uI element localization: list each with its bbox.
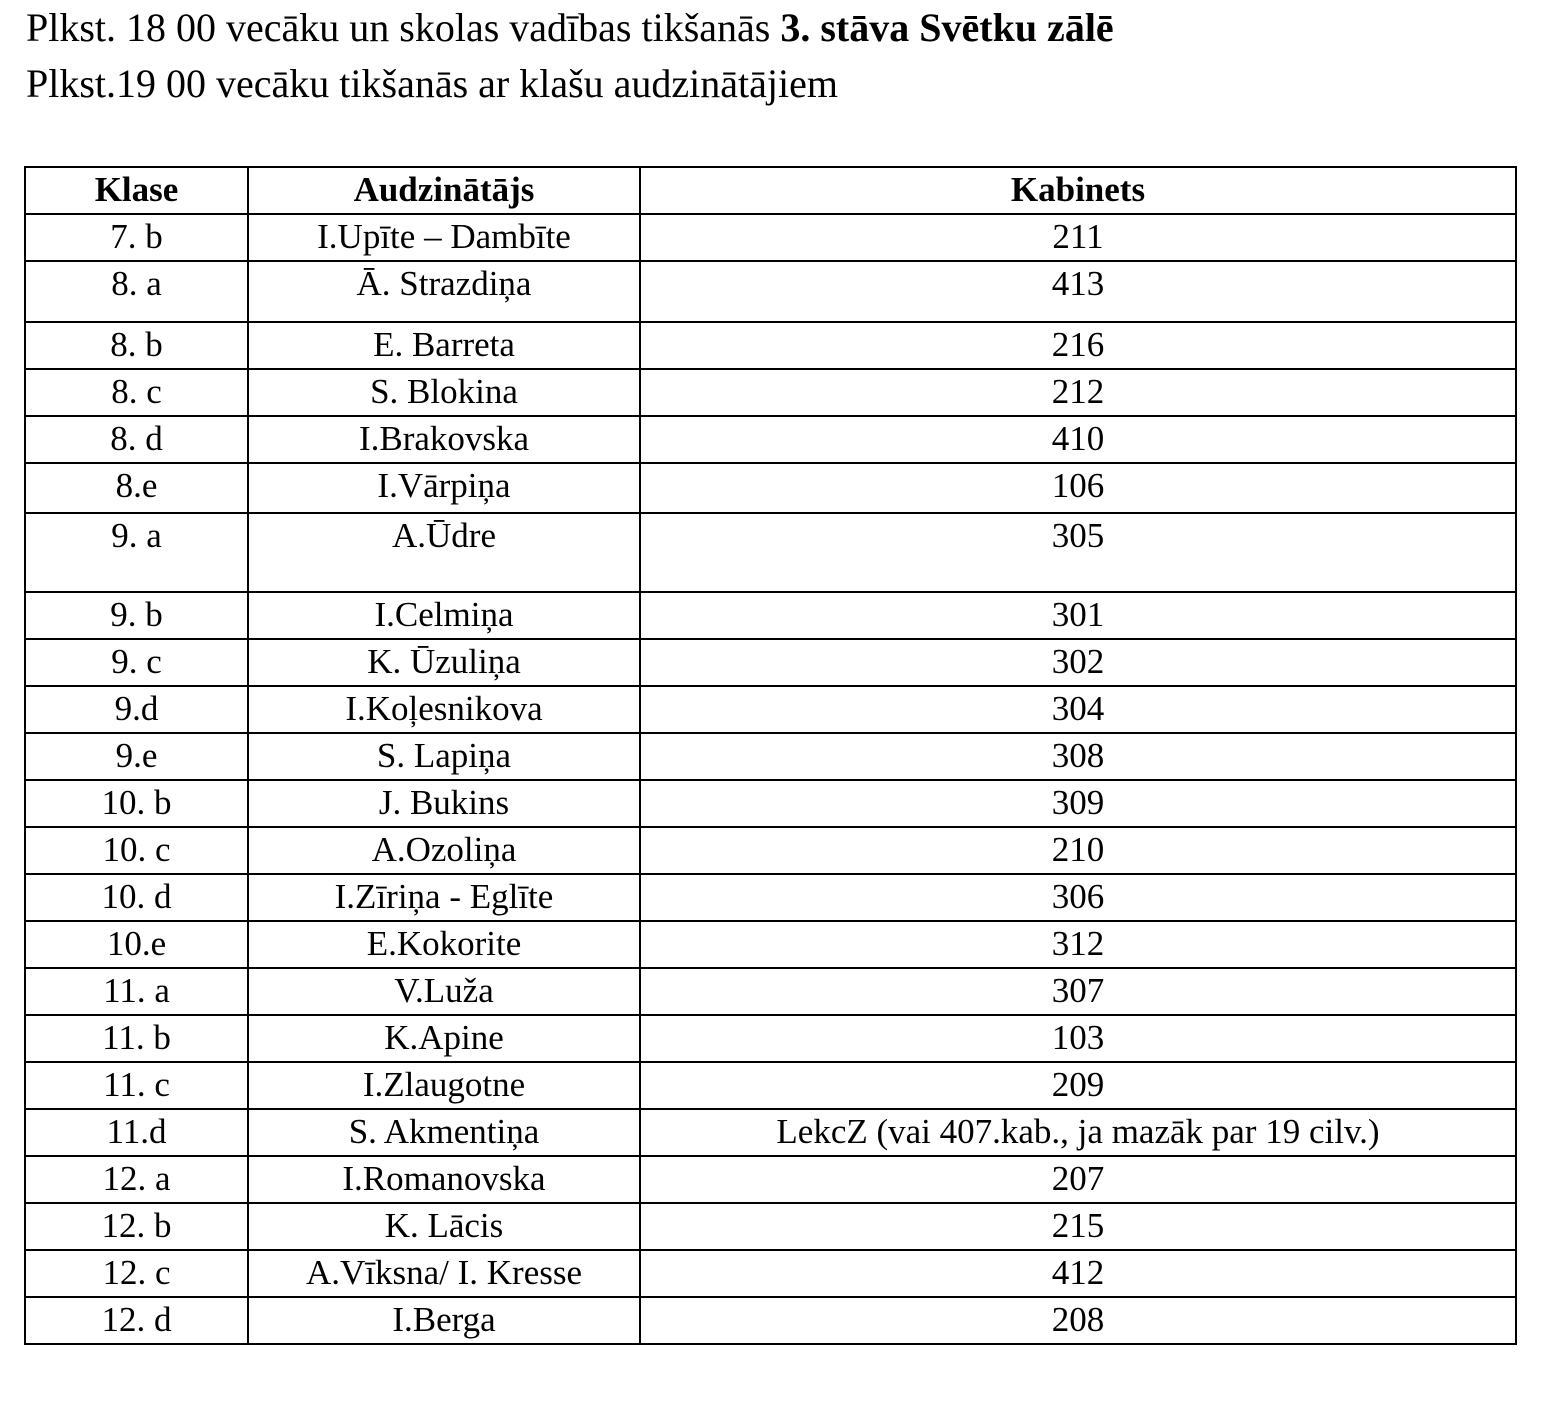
cell-audzinatajs: I.Celmiņa xyxy=(248,592,640,639)
table-row xyxy=(25,1015,1516,1062)
cell-klase: 9. a xyxy=(25,513,248,592)
table-header-row xyxy=(25,167,1516,214)
cell-kabinets: 413 xyxy=(640,261,1516,322)
cell-audzinatajs: S. Blokina xyxy=(248,369,640,416)
cell-klase: 10.e xyxy=(25,921,248,968)
cell-kabinets: 209 xyxy=(640,1062,1516,1109)
cell-kabinets: 103 xyxy=(640,1015,1516,1062)
cell-kabinets: 212 xyxy=(640,369,1516,416)
cell-klase: 9. b xyxy=(25,592,248,639)
cell-klase: 8.e xyxy=(25,463,248,513)
header-klase: Klase xyxy=(25,167,248,214)
cell-klase: 11. b xyxy=(25,1015,248,1062)
cell-audzinatajs: I.Zīriņa - Eglīte xyxy=(248,874,640,921)
header-kabinets: Kabinets xyxy=(640,167,1516,214)
table-row xyxy=(25,733,1516,780)
cell-kabinets: 312 xyxy=(640,921,1516,968)
table-row xyxy=(25,513,1516,592)
cell-klase: 12. b xyxy=(25,1203,248,1250)
meeting-line-1 xyxy=(26,4,1114,52)
table-row xyxy=(25,592,1516,639)
cell-audzinatajs: I.Zlaugotne xyxy=(248,1062,640,1109)
table-row xyxy=(25,1203,1516,1250)
class-teacher-table xyxy=(24,166,1517,1345)
table-row xyxy=(25,261,1516,322)
cell-klase: 8. d xyxy=(25,416,248,463)
cell-klase: 11. a xyxy=(25,968,248,1015)
cell-klase: 9.e xyxy=(25,733,248,780)
cell-audzinatajs: Ā. Strazdiņa xyxy=(248,261,640,322)
cell-audzinatajs: V.Luža xyxy=(248,968,640,1015)
cell-kabinets: 216 xyxy=(640,322,1516,369)
cell-audzinatajs: E. Barreta xyxy=(248,322,640,369)
table-row xyxy=(25,463,1516,513)
table-row xyxy=(25,639,1516,686)
table-row xyxy=(25,968,1516,1015)
cell-kabinets: 210 xyxy=(640,827,1516,874)
cell-audzinatajs: I.Romanovska xyxy=(248,1156,640,1203)
cell-klase: 10. c xyxy=(25,827,248,874)
table-row xyxy=(25,780,1516,827)
cell-audzinatajs: I.Upīte – Dambīte xyxy=(248,214,640,261)
table-row xyxy=(25,686,1516,733)
cell-klase: 9. c xyxy=(25,639,248,686)
cell-kabinets: 305 xyxy=(640,513,1516,592)
cell-audzinatajs: K.Apine xyxy=(248,1015,640,1062)
cell-klase: 7. b xyxy=(25,214,248,261)
cell-kabinets: 307 xyxy=(640,968,1516,1015)
cell-kabinets: 308 xyxy=(640,733,1516,780)
cell-klase: 12. d xyxy=(25,1297,248,1344)
cell-kabinets: 302 xyxy=(640,639,1516,686)
cell-kabinets: 309 xyxy=(640,780,1516,827)
cell-klase: 12. c xyxy=(25,1250,248,1297)
cell-audzinatajs: S. Akmentiņa xyxy=(248,1109,640,1156)
cell-kabinets: 215 xyxy=(640,1203,1516,1250)
cell-audzinatajs: I.Brakovska xyxy=(248,416,640,463)
table-row xyxy=(25,1109,1516,1156)
table-row xyxy=(25,1156,1516,1203)
table-row xyxy=(25,322,1516,369)
cell-klase: 11. c xyxy=(25,1062,248,1109)
table-row xyxy=(25,1297,1516,1344)
cell-klase: 8. c xyxy=(25,369,248,416)
cell-klase: 12. a xyxy=(25,1156,248,1203)
cell-audzinatajs: I.Koļesnikova xyxy=(248,686,640,733)
table-row xyxy=(25,827,1516,874)
table-row xyxy=(25,921,1516,968)
cell-klase: 11.d xyxy=(25,1109,248,1156)
cell-audzinatajs: K. Lācis xyxy=(248,1203,640,1250)
meeting-line-1-text: Plkst. 18 00 vecāku un skolas vadības tikšanās xyxy=(26,5,781,50)
cell-kabinets: 304 xyxy=(640,686,1516,733)
cell-audzinatajs: I.Vārpiņa xyxy=(248,463,640,513)
cell-audzinatajs: S. Lapiņa xyxy=(248,733,640,780)
table-row xyxy=(25,214,1516,261)
cell-kabinets: 211 xyxy=(640,214,1516,261)
cell-audzinatajs: E.Kokorite xyxy=(248,921,640,968)
table-row xyxy=(25,874,1516,921)
cell-klase: 8. a xyxy=(25,261,248,322)
cell-audzinatajs: I.Berga xyxy=(248,1297,640,1344)
cell-klase: 8. b xyxy=(25,322,248,369)
cell-audzinatajs: A.Ūdre xyxy=(248,513,640,592)
cell-audzinatajs: A.Vīksna/ I. Kresse xyxy=(248,1250,640,1297)
cell-klase: 10. b xyxy=(25,780,248,827)
cell-audzinatajs: A.Ozoliņa xyxy=(248,827,640,874)
cell-klase: 9.d xyxy=(25,686,248,733)
cell-kabinets: LekcZ (vai 407.kab., ja mazāk par 19 cilv.) xyxy=(640,1109,1516,1156)
table-row xyxy=(25,1250,1516,1297)
cell-klase: 10. d xyxy=(25,874,248,921)
cell-kabinets: 306 xyxy=(640,874,1516,921)
table-row xyxy=(25,1062,1516,1109)
cell-kabinets: 301 xyxy=(640,592,1516,639)
cell-kabinets: 207 xyxy=(640,1156,1516,1203)
meeting-location-bold: 3. stāva Svētku zālē xyxy=(780,5,1114,50)
table-row xyxy=(25,369,1516,416)
header-audzinatajs: Audzinātājs xyxy=(248,167,640,214)
cell-kabinets: 106 xyxy=(640,463,1516,513)
cell-kabinets: 410 xyxy=(640,416,1516,463)
table-row xyxy=(25,416,1516,463)
cell-audzinatajs: K. Ūzuliņa xyxy=(248,639,640,686)
cell-kabinets: 412 xyxy=(640,1250,1516,1297)
cell-kabinets: 208 xyxy=(640,1297,1516,1344)
cell-audzinatajs: J. Bukins xyxy=(248,780,640,827)
meeting-line-2: Plkst.19 00 vecāku tikšanās ar klašu audzinātājiem xyxy=(26,61,839,106)
